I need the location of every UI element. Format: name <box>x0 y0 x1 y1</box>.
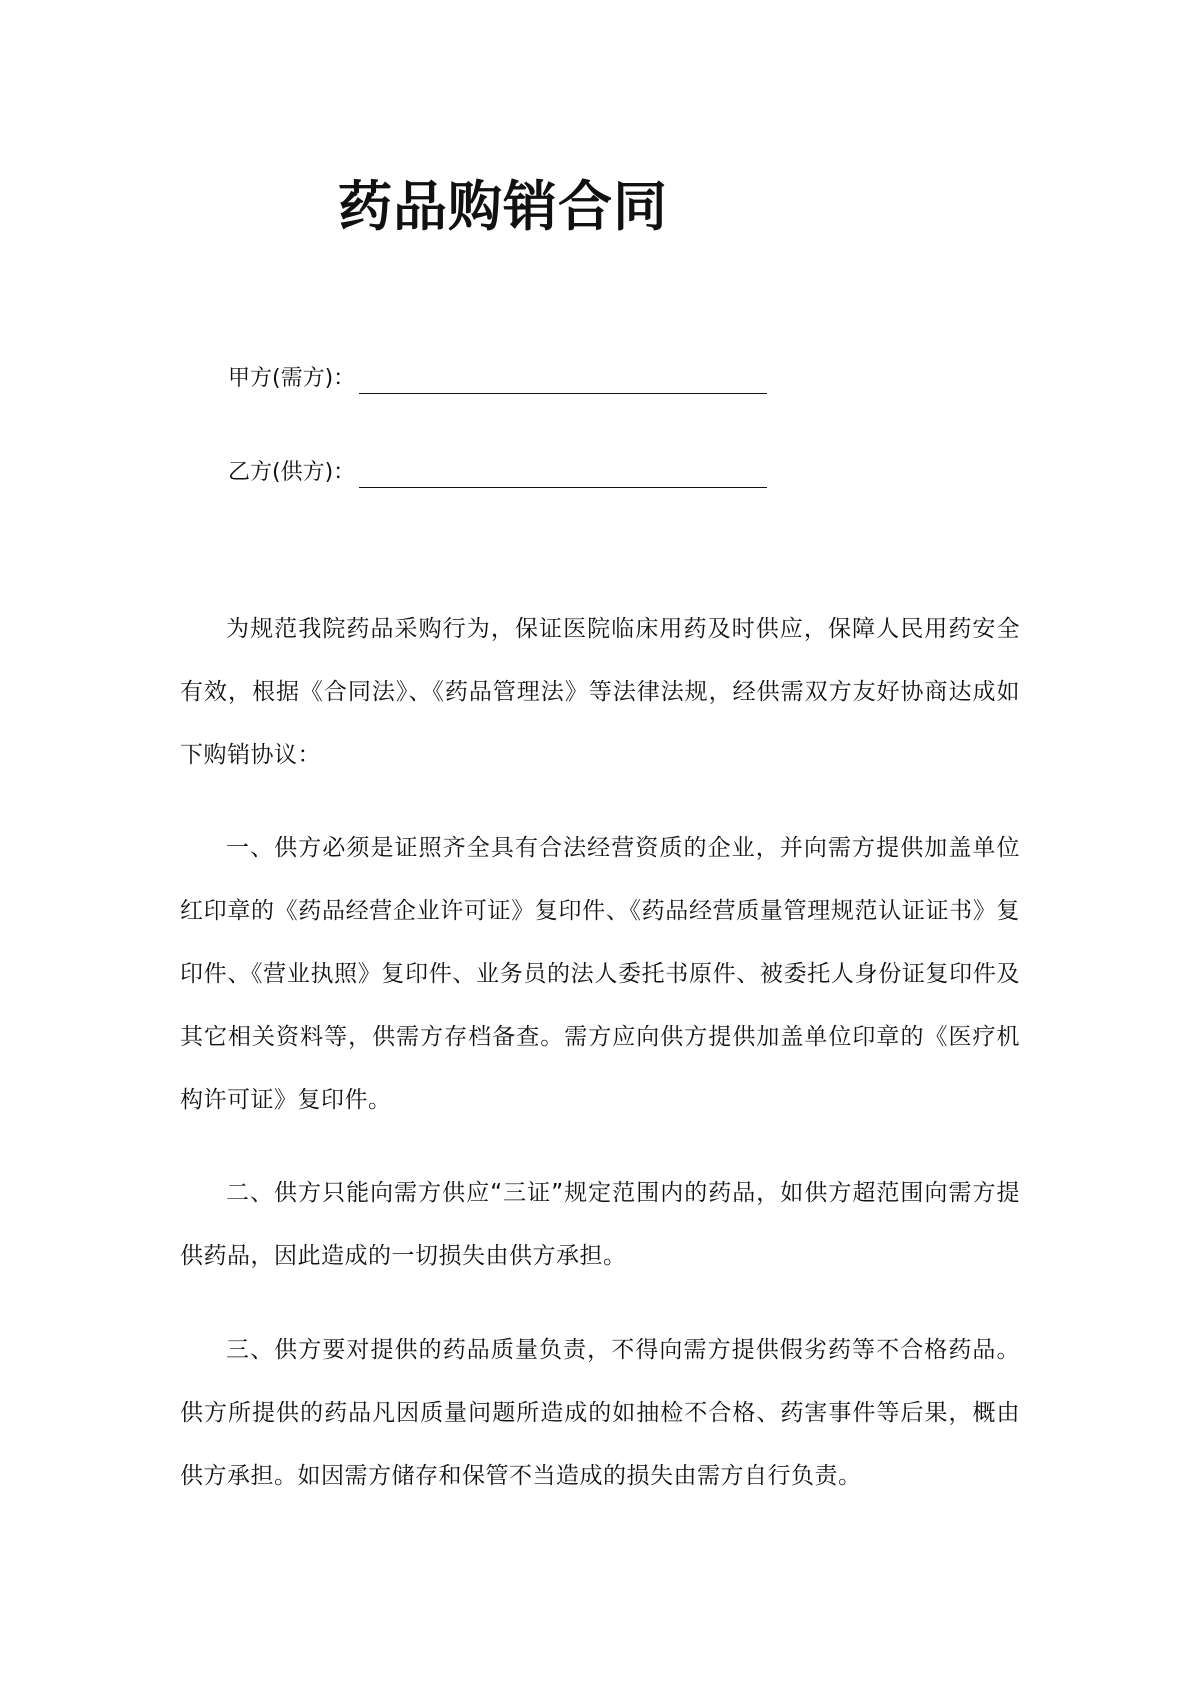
document-title: 药品购销合同 <box>338 175 668 238</box>
party-b-label: 乙方(供方)： <box>228 460 356 485</box>
clause-3-paragraph: 三、供方要对提供的药品质量负责，不得向需方提供假劣药等不合格药品。供方所提供的药品凡因质量问题所造成的如抽检不合格、药害事件等后果，概由供方承担。如因需方储存和保管不当造成的损失由需方自行负责。 <box>180 1337 1020 1489</box>
party-a-line <box>228 364 767 394</box>
party-a-label: 甲方(需方)： <box>228 366 356 391</box>
clause-2-paragraph: 二、供方只能向需方供应“三证”规定范围内的药品，如供方超范围向需方提供药品，因此造成的一切损失由供方承担。 <box>180 1180 1020 1269</box>
party-b-line <box>228 458 767 488</box>
intro-paragraph: 为规范我院药品采购行为，保证医院临床用药及时供应，保障人民用药安全有效，根据《合同法》、《药品管理法》等法律法规，经供需双方友好协商达成如下购销协议： <box>180 616 1020 768</box>
party-b-blank <box>359 463 767 488</box>
party-a-blank <box>359 369 767 394</box>
clause-1-paragraph: 一、供方必须是证照齐全具有合法经营资质的企业，并向需方提供加盖单位红印章的《药品经营企业许可证》复印件、《药品经营质量管理规范认证证书》复印件、《营业执照》复印件、业务员的法人委托书原件、被委托人身份证复印件及其它相关资料等，供需方存档备查。需方应向供方提供加盖单位印章的《医疗机构许可证》复印件。 <box>180 835 1020 1113</box>
